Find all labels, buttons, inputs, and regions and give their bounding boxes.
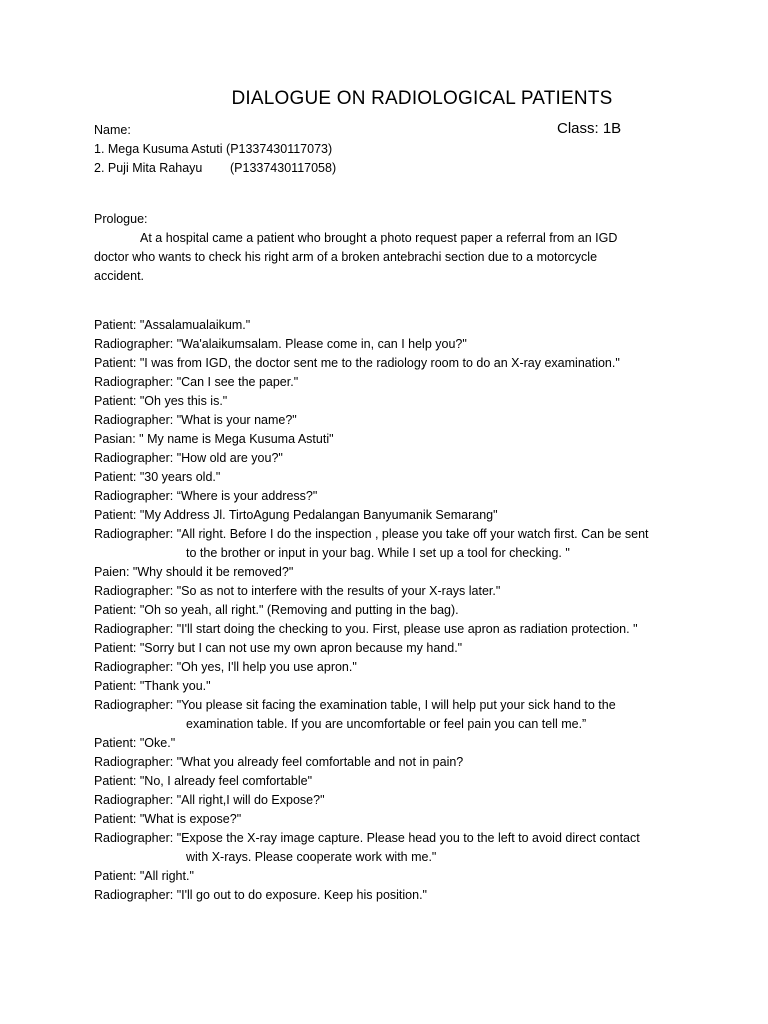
member-1-id: (P1337430117073) [226, 142, 333, 156]
dialogue-line: Patient: "Assalamualaikum." [94, 318, 251, 332]
dialogue-line: Radiographer: "Oh yes, I'll help you use apron." [94, 660, 357, 674]
dialogue-line: Patient: "Oke." [94, 736, 176, 750]
member-2-name: 2. Puji Mita Rahayu [94, 161, 203, 175]
dialogue-line: Patient: "I was from IGD, the doctor sent me to the radiology room to do an X-ray examination." [94, 356, 620, 370]
name-label: Name: [94, 123, 131, 137]
dialogue-line: Patient: "30 years old." [94, 470, 221, 484]
document-title: DIALOGUE ON RADIOLOGICAL PATIENTS [231, 88, 613, 109]
dialogue-line: Radiographer: "All right. Before I do the inspection , please you take off your watch first. Can be sent [94, 527, 649, 541]
prologue-line-3: accident. [94, 269, 145, 283]
prologue-label: Prologue: [94, 212, 148, 226]
class-label: Class: 1B [557, 120, 622, 137]
dialogue-line: Patient: "Thank you." [94, 679, 211, 693]
dialogue-line: Radiographer: "So as not to interfere with the results of your X-rays later." [94, 584, 501, 598]
dialogue-line-continued: with X-rays. Please cooperate work with me." [186, 850, 437, 864]
dialogue-line: Radiographer: "I'll start doing the checking to you. First, please use apron as radiation protection. " [94, 622, 638, 636]
dialogue-line: Radiographer: "What is your name?" [94, 413, 297, 427]
dialogue-line: Patient: "Oh so yeah, all right." (Removing and putting in the bag). [94, 603, 459, 617]
dialogue-line: Pasian: " My name is Mega Kusuma Astuti" [94, 432, 334, 446]
dialogue-line: Patient: "My Address Jl. TirtoAgung Pedalangan Banyumanik Semarang" [94, 508, 498, 522]
dialogue-line: Radiographer: "Can I see the paper." [94, 375, 299, 389]
dialogue-line: Radiographer: "Expose the X-ray image capture. Please head you to the left to avoid direct contact [94, 831, 640, 845]
dialogue-line: Radiographer: "How old are you?" [94, 451, 283, 465]
dialogue-line: Radiographer: "All right,I will do Expose?" [94, 793, 325, 807]
dialogue-line-continued: examination table. If you are uncomfortable or feel pain you can tell me.” [186, 717, 587, 731]
member-1 [94, 140, 332, 159]
member-1-name: 1. Mega Kusuma Astuti [94, 142, 223, 156]
dialogue-line: Paien: "Why should it be removed?" [94, 565, 294, 579]
dialogue-line: Radiographer: “Where is your address?" [94, 489, 318, 503]
dialogue-line: Patient: "No, I already feel comfortable" [94, 774, 313, 788]
dialogue-line: Patient: "What is expose?" [94, 812, 242, 826]
dialogue-line-continued: to the brother or input in your bag. While I set up a tool for checking. " [186, 546, 570, 560]
dialogue-line: Patient: "Oh yes this is." [94, 394, 228, 408]
member-2-id: (P1337430117058) [230, 161, 337, 175]
dialogue-line: Radiographer: "You please sit facing the examination table, I will help put your sick hand to the [94, 698, 616, 712]
dialogue-line: Radiographer: "What you already feel comfortable and not in pain? [94, 755, 464, 769]
prologue-line-2: doctor who wants to check his right arm of a broken antebrachi section due to a motorcycle [94, 250, 598, 264]
dialogue-line: Radiographer: "Wa'alaikumsalam. Please come in, can I help you?" [94, 337, 467, 351]
prologue-line-1: At a hospital came a patient who brought a photo request paper a referral from an IGD [140, 231, 618, 245]
member-2 [94, 159, 336, 178]
dialogue-line: Patient: "Sorry but I can not use my own apron because my hand." [94, 641, 463, 655]
dialogue-line: Radiographer: "I'll go out to do exposure. Keep his position." [94, 888, 427, 902]
dialogue-line: Patient: "All right." [94, 869, 194, 883]
